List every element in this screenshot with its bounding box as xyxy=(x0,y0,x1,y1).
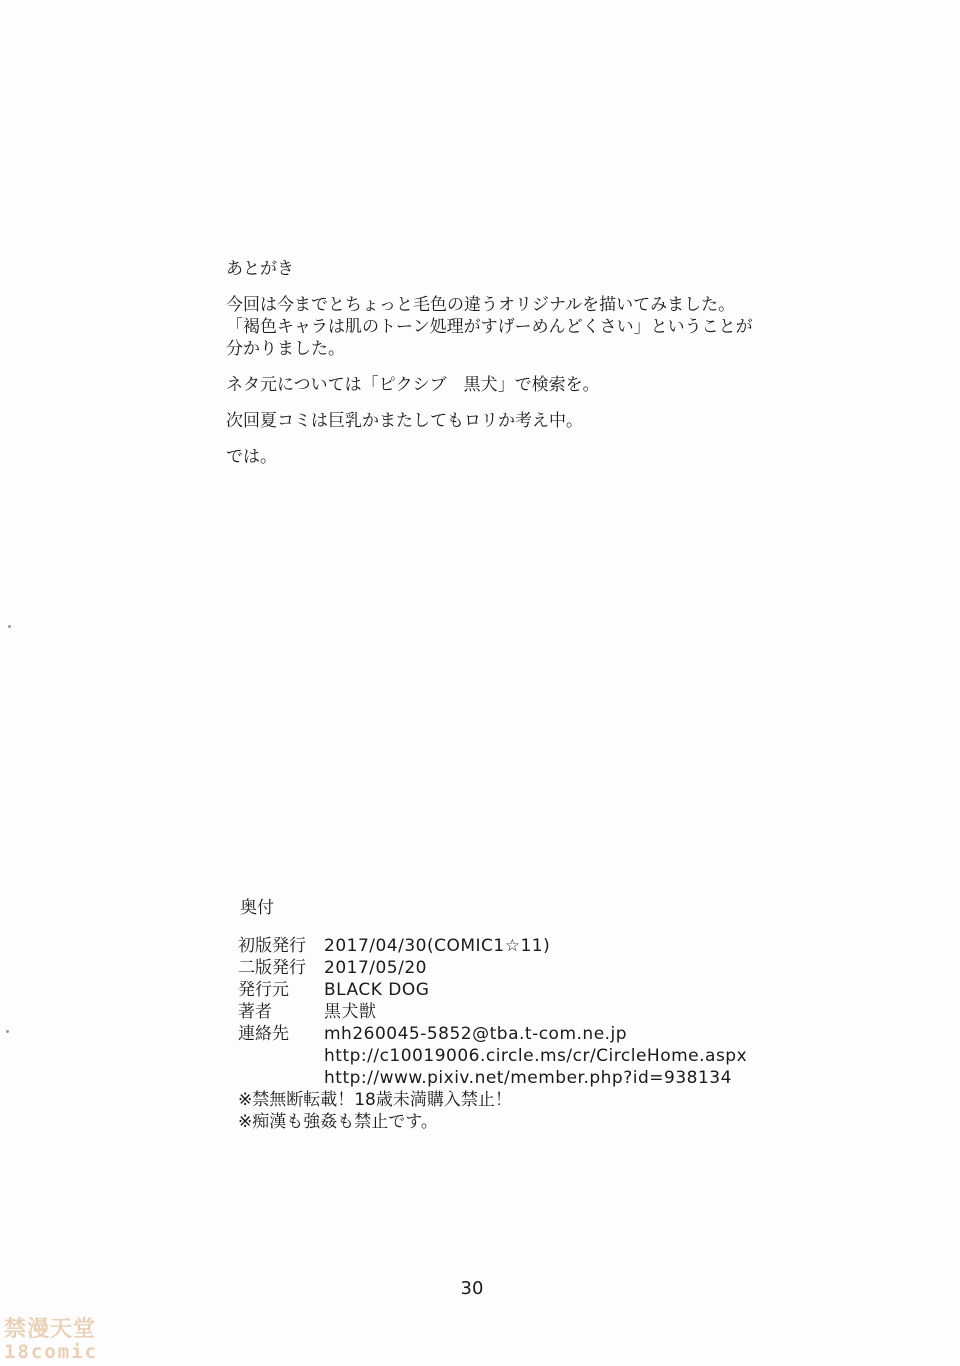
afterword-line: ネタ元については「ピクシブ 黒犬」で検索を。 xyxy=(226,375,600,395)
afterword-line: では。 xyxy=(226,447,277,467)
colophon-section xyxy=(238,897,838,1133)
colophon-value: BLACK DOG xyxy=(324,980,430,1000)
watermark-line: 18comic xyxy=(4,1341,99,1363)
colophon-heading: 奥付 xyxy=(240,898,274,918)
afterword-line: 分かりました。 xyxy=(226,339,345,359)
afterword-paragraph xyxy=(226,446,826,468)
scan-speck xyxy=(6,1030,9,1033)
colophon-label xyxy=(238,1045,324,1067)
notice-line: ※禁無断転載！18歳未満購入禁止！ xyxy=(238,1090,512,1110)
circle-url: http://c10019006.circle.ms/cr/CircleHome.aspx xyxy=(324,1046,748,1066)
colophon-value: 2017/04/30(COMIC1☆11) xyxy=(324,936,551,956)
colophon-row-contact xyxy=(238,1023,838,1045)
colophon-label: 連絡先 xyxy=(238,1024,289,1044)
afterword-paragraph xyxy=(226,410,826,432)
pixiv-url: http://www.pixiv.net/member.php?id=938134 xyxy=(324,1068,732,1088)
contact-email: mh260045-5852@tba.t-com.ne.jp xyxy=(324,1024,628,1044)
afterword-line: 今回は今までとちょっと毛色の違うオリジナルを描いてみました。 xyxy=(226,295,736,315)
colophon-label: 二版発行 xyxy=(238,958,306,978)
colophon-notes xyxy=(238,1089,838,1133)
colophon-row-author xyxy=(238,1001,838,1023)
notice-line: ※痴漢も強姦も禁止です。 xyxy=(238,1112,438,1132)
colophon-row-first-edition xyxy=(238,935,838,957)
afterword-paragraph xyxy=(226,374,826,396)
afterword-line: 「褐色キャラは肌のトーン処理がすげーめんどくさい」ということが xyxy=(226,317,753,337)
colophon-row-pixiv-url xyxy=(238,1067,838,1089)
colophon-row-second-edition xyxy=(238,957,838,979)
colophon-label: 著者 xyxy=(238,1002,272,1022)
scan-speck xyxy=(8,625,11,628)
colophon-row-publisher xyxy=(238,979,838,1001)
page-number: 30 xyxy=(460,1278,484,1299)
colophon-label: 初版発行 xyxy=(238,936,306,956)
watermark-line: 禁漫天堂 xyxy=(4,1317,97,1342)
colophon-value: 黒犬獣 xyxy=(324,1002,377,1022)
colophon-label: 発行元 xyxy=(238,980,289,1000)
afterword-section xyxy=(226,258,826,482)
colophon-label xyxy=(238,1067,324,1089)
colophon-row-circle-url xyxy=(238,1045,838,1067)
watermark-logo xyxy=(4,1318,116,1364)
afterword-paragraph xyxy=(226,294,826,360)
afterword-line: 次回夏コミは巨乳かまたしてもロリか考え中。 xyxy=(226,411,583,431)
afterword-heading: あとがき xyxy=(226,259,294,279)
colophon-value: 2017/05/20 xyxy=(324,958,427,978)
